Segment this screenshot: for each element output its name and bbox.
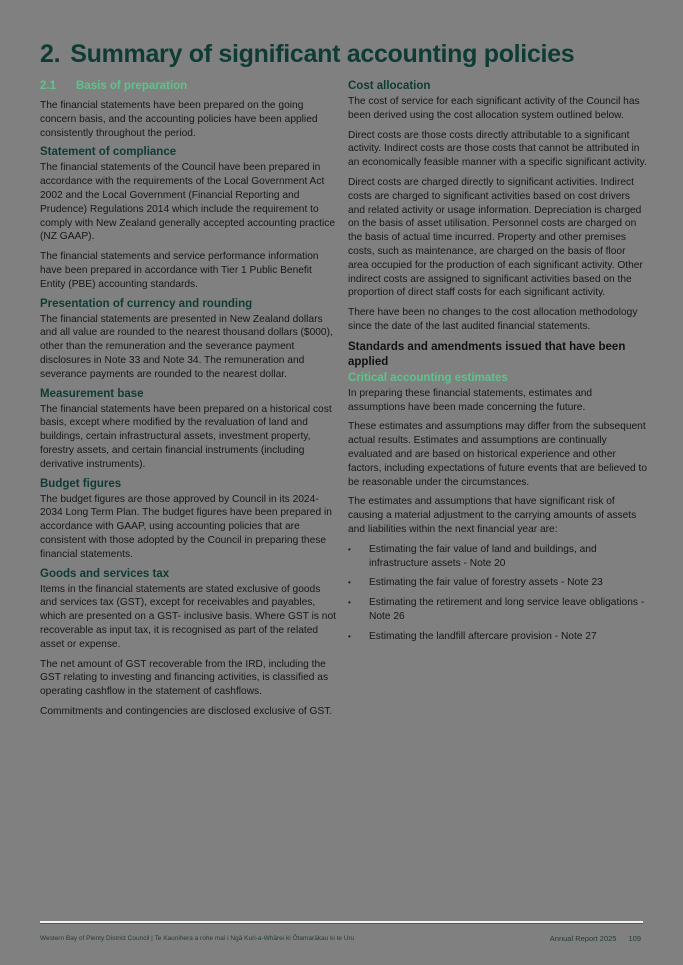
heading-gst: Goods and services tax (40, 567, 170, 580)
paragraph: The budget figures are those approved by Council in its 2024-2034 Long Term Plan. The budget figures have been prepared in accordance with GAAP, using accounting policies that are consistent with those adopted by the Council in preparing these financial statements. (40, 493, 332, 560)
subsection-title: Basis of preparation (76, 80, 188, 92)
paragraph: These estimates and assumptions may differ from the subsequent actual results. Estimates and assumptions are continually evaluated and are based on historical experience and other factors, including expectations of future events that are believed to be reasonable under the circumstances. (348, 421, 648, 488)
estimates-list (348, 543, 648, 644)
list-item (348, 596, 648, 624)
paragraph: The financial statements and service performance information have been prepared in accordance with Tier 1 Public Benefit Entity (PBE) accounting standards. (40, 251, 319, 290)
page-title (40, 40, 574, 69)
subsection-number: 2.1 (40, 80, 56, 92)
list-item (348, 543, 648, 571)
paragraph: The net amount of GST recoverable from the IRD, including the GST relating to investing and financing activities, is classified as operating cashflow in the statement of cashflows. (40, 658, 329, 698)
heading-currency-rounding: Presentation of currency and rounding (40, 297, 253, 310)
list-item-text: Estimating the fair value of forestry assets - Note 23 (369, 577, 603, 589)
heading-standards-applied: Standards and amendments issued that have been applied (348, 340, 626, 368)
section-number: 2. (40, 40, 61, 68)
paragraph: The cost of service for each significant activity of the Council has been derived using the cost allocation system outlined below. (348, 96, 640, 121)
list-item-text: Estimating the retirement and long service leave obligations - Note 26 (369, 597, 645, 622)
right-column (348, 80, 648, 650)
heading-budget-figures: Budget figures (40, 477, 122, 490)
title-text: Summary of significant accounting policies (70, 40, 575, 68)
paragraph: In preparing these financial statements, estimates and assumptions have been made concerning the future. (348, 387, 593, 413)
bullet-icon: • (348, 631, 351, 641)
paragraph: Items in the financial statements are stated exclusive of goods and services tax (GST), except for receivables and payables, which are presented on a GST- inclusive basis. Where GST is not recoverable as input tax, it is recognised as part of the related asset or expense. (40, 583, 336, 650)
footer-divider (40, 921, 643, 924)
heading-statement-of-compliance: Statement of compliance (40, 146, 177, 159)
paragraph: The financial statements are presented in New Zealand dollars and all value are rounded to the nearest thousand dollars ($000), other than the remuneration and the severance payment disclosures in Note 33 and Note 34. The remuneration and severance payments are rounded to the nearest dollar. (40, 313, 333, 380)
bullet-icon: • (348, 598, 351, 608)
list-item (348, 630, 648, 644)
paragraph: The financial statements have been prepared on a historical cost basis, except where modified by the revaluation of land and buildings, certain infrastructural assets, investment property, forestry assets, and certain financial instruments (including derivative instruments). (40, 403, 332, 470)
paragraph: Direct costs are charged directly to significant activities. Indirect costs are charged to significant activities based on cost drivers and related activity or usage information. Depreciation is charged on the basis of asset utilisation. Personnel costs are charged on the basis of actual time incurred. Property and other premises costs, such as maintenance, are charged on the basis of floor area occupied for the production of each significant activity. Other indirect costs are assigned to significant activities based on the proportion of direct staff costs for each significant activity. (348, 176, 643, 299)
subsection-heading (40, 80, 340, 92)
list-item (348, 576, 648, 590)
paragraph: Commitments and contingencies are disclosed exclusive of GST. (40, 705, 333, 717)
paragraph: Direct costs are those costs directly attributable to a significant activity. Indirect costs are those costs that cannot be attributed in an economically feasible manner with a specific significant activity. (348, 129, 647, 169)
bullet-icon: • (348, 578, 351, 588)
heading-measurement-base: Measurement base (40, 387, 144, 400)
page-number: 109 (628, 934, 641, 943)
paragraph: The financial statements of the Council have been prepared in accordance with the requirements of the Local Government Act 2002 and the Local Government (Financial Reporting and Prudence) Regulations 2014 which include the requirement to comply with New Zealand generally accepted accounting practice (NZ GAAP). (40, 162, 336, 243)
report-name: Annual Report 2025 (549, 934, 617, 943)
list-item-text: Estimating the landfill aftercare provision - Note 27 (369, 630, 597, 642)
bullet-icon: • (348, 544, 351, 554)
heading-critical-estimates: Critical accounting estimates (348, 371, 508, 384)
intro-paragraph: The financial statements have been prepared on the going concern basis, and the accounting policies have been applied consistently throughout the period. (40, 100, 318, 139)
footer-organisation: Western Bay of Plenty District Council | Te Kaunihera a rohe mai i Ngā Kuri-a-Whārei ki Ōtamarākau ki te Uru (40, 935, 355, 942)
paragraph: The estimates and assumptions that have significant risk of causing a material adjustment to the carrying amounts of assets and liabilities within the next financial year are: (348, 496, 637, 535)
heading-cost-allocation: Cost allocation (348, 80, 431, 92)
paragraph: There have been no changes to the cost allocation methodology since the date of the last audited financial statements. (348, 307, 638, 332)
left-column (40, 80, 340, 725)
list-item-text: Estimating the fair value of land and buildings, and infrastructure assets - Note 20 (369, 543, 597, 569)
footer-report-info (550, 934, 641, 943)
